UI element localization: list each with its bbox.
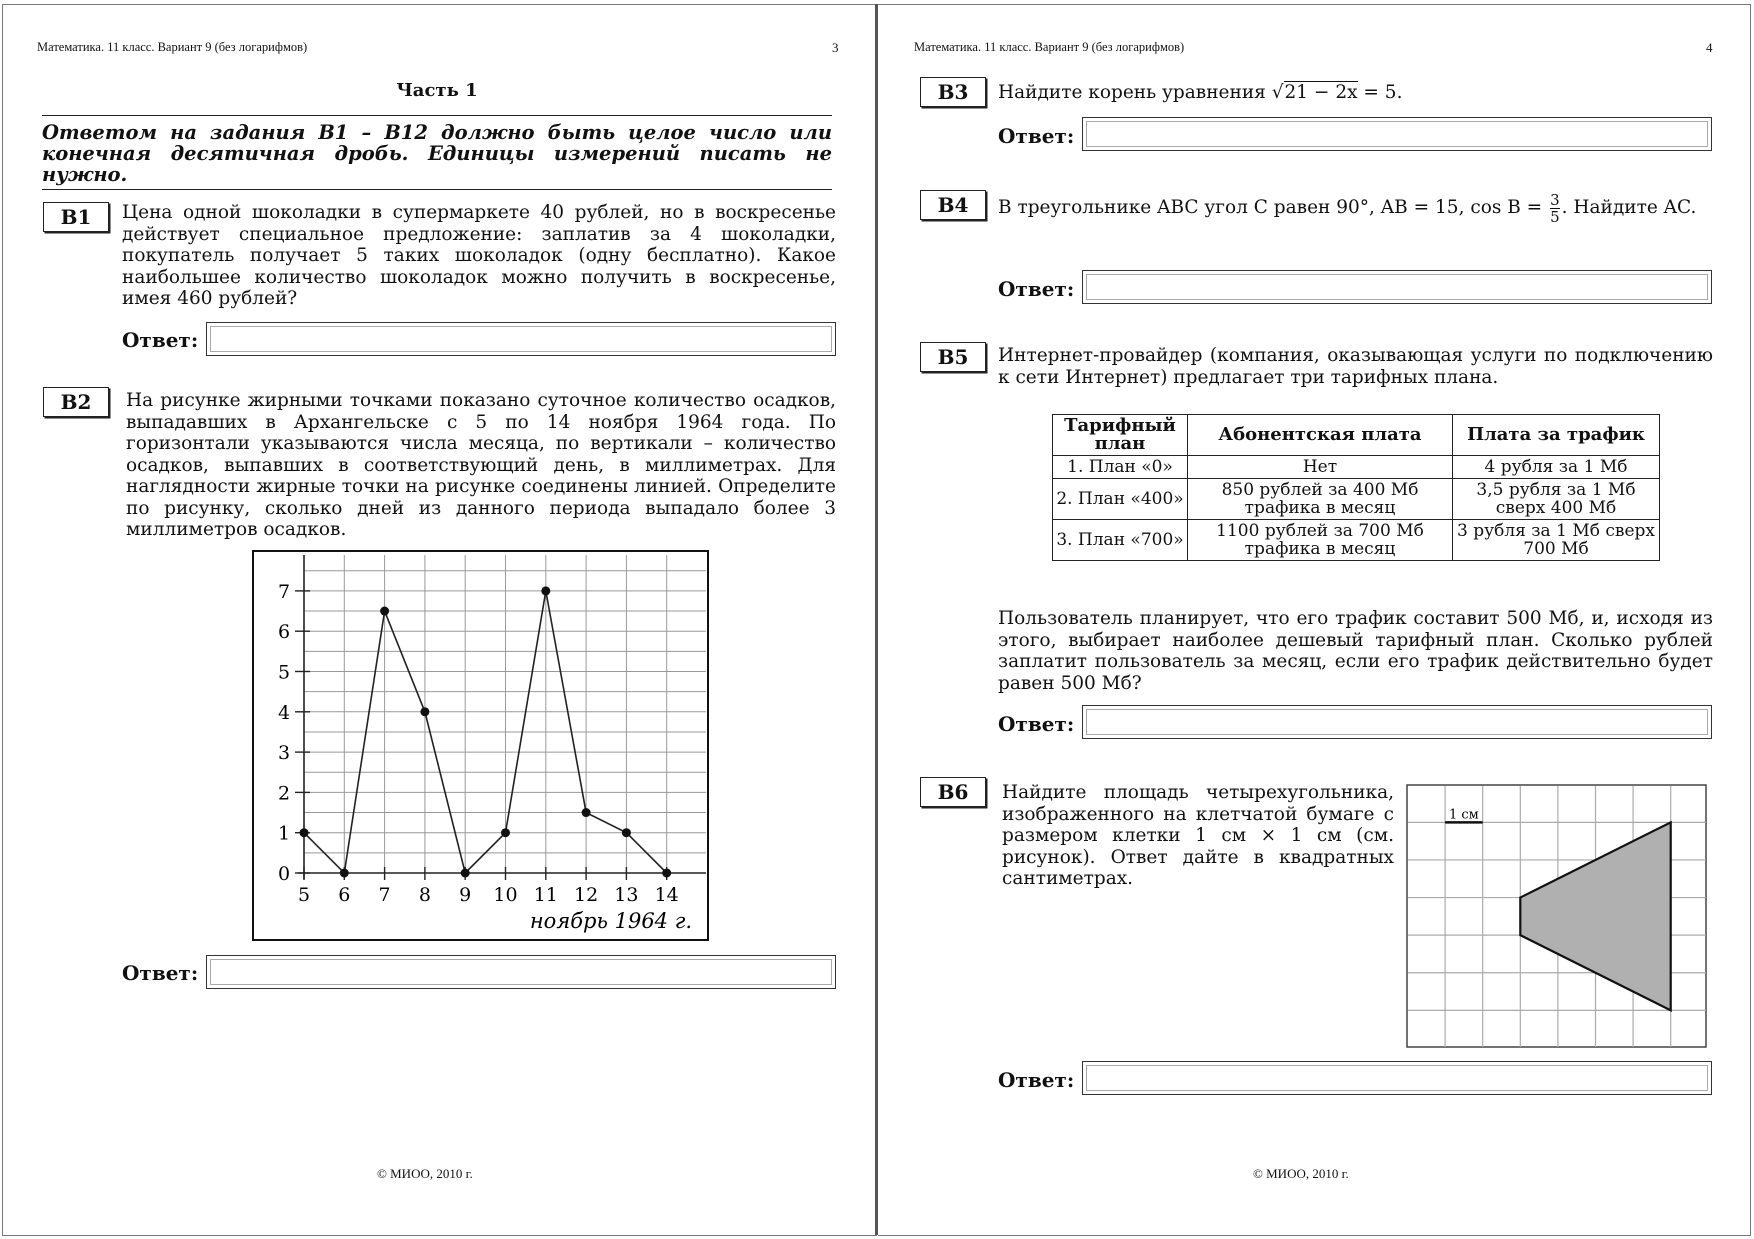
table-cell: Нет [1188,456,1453,479]
question-text-b2: На рисунке жирными точками показано суточное количество осадков, выпадавших в Архангельске с 5 по 14 ноября 1964 года. По горизонтали указываются числа месяца, по вертикали – количество осадков, выпавших в соответствующий день, в миллиметрах. Для наглядности жирные точки на рисунке соединены линией. Определите по рисунку, сколько дней из данного периода выпадало более 3 миллиметров осадков. [126,390,836,540]
table-row [1053,479,1660,520]
data-point [300,828,309,837]
b4-frac-den: 5 [1550,207,1560,226]
table-cell: 850 рублей за 400 Мб трафика в месяц [1188,479,1453,520]
y-tick-label: 4 [277,701,291,724]
table-cell: 3 рубля за 1 Мб сверх 700 Мб [1453,520,1660,561]
data-point [622,828,631,837]
table-row [1053,456,1660,479]
table-header: Тарифный план [1053,415,1188,456]
b4-text-after: . Найдите AC. [1561,197,1697,218]
footer-right: © МИОО, 2010 г. [1253,1166,1349,1181]
chart-frame [253,551,708,940]
running-head-right: Математика. 11 класс. Вариант 9 (без логарифмов) [914,40,1185,54]
answer-label-b1: Ответ: [122,328,199,352]
b4-frac-num: 3 [1550,190,1560,209]
table-row [1053,520,1660,561]
table-cell: 3. План «700» [1053,520,1188,561]
y-tick-label: 3 [277,742,291,765]
answer-field-b5[interactable] [1082,705,1712,739]
table-cell: 4 рубля за 1 Мб [1453,456,1660,479]
answer-label-b5: Ответ: [998,712,1075,736]
b3-text-before: Найдите корень уравнения [998,82,1272,103]
x-axis-label: ноябрь 1964 г. [529,909,692,933]
data-point [541,586,550,595]
y-tick-label: 0 [277,863,291,885]
table-cell: 1100 рублей за 700 Мб трафика в месяц [1188,520,1453,561]
data-point [461,869,470,878]
x-tick-label: 13 [614,884,639,906]
question-label-b5: B5 [920,342,986,372]
question-text-b5: Пользователь планирует, что его трафик составит 500 Мб, и, исходя из этого, выбирает наиболее дешевый тарифный план. Сколько рублей заплатит пользователь за месяц, если его трафик действительно будет равен 500 Мб? [998,608,1713,694]
b4-fraction [1550,192,1560,225]
part-title: Часть 1 [396,80,478,101]
question-text-b4 [998,190,1713,226]
data-point [340,869,349,878]
precipitation-chart [252,550,710,942]
question-intro-b5: Интернет-провайдер (компания, оказывающая услуги по подключению к сети Интернет) предлагает три тарифных плана. [998,345,1713,388]
x-tick-label: 9 [459,884,472,906]
table-header-row [1053,415,1660,456]
b3-text-after: = 5. [1357,82,1403,103]
running-head-left: Математика. 11 класс. Вариант 9 (без логарифмов) [37,40,308,54]
y-tick-label: 1 [277,822,291,845]
data-point [420,707,429,716]
data-point [582,808,591,817]
table-header: Абонентская плата [1188,415,1453,456]
answer-field-b4[interactable] [1082,270,1712,304]
question-text-b3: Найдите корень уравнения √21 − 2x = 5. [998,82,1403,103]
x-tick-label: 12 [574,884,599,906]
y-tick-label: 2 [277,782,291,805]
page-number-left: 3 [832,40,839,55]
x-tick-label: 10 [493,884,518,906]
tariff-table [1052,414,1660,561]
x-tick-label: 6 [338,884,351,906]
table-cell: 2. План «400» [1053,479,1188,520]
answer-label-b3: Ответ: [998,124,1075,148]
data-point [501,828,510,837]
table-cell: 1. План «0» [1053,456,1188,479]
data-point [380,607,389,616]
quadrilateral-figure [1406,784,1708,1049]
question-text-b6: Найдите площадь четырехугольника, изображенного на клетчатой бумаге с размером клетки 1 см × 1 см (см. рисунок). Ответ дайте в квадратных сантиметрах. [1002,782,1394,889]
question-label-b4: B4 [920,190,986,220]
b3-radicand: 21 − 2x [1284,82,1358,103]
answer-field-b1[interactable] [206,322,836,356]
page-number-right: 4 [1706,40,1713,55]
answer-label-b6: Ответ: [998,1068,1075,1092]
answer-field-b3[interactable] [1082,117,1712,151]
y-tick-label: 6 [277,621,291,644]
x-tick-label: 11 [533,884,558,906]
x-tick-label: 8 [418,884,431,906]
scale-label: 1 см [1449,807,1479,823]
answer-field-b6[interactable] [1082,1061,1712,1095]
answer-label-b4: Ответ: [998,277,1075,301]
data-point [662,869,671,878]
x-tick-label: 14 [654,884,679,906]
table-cell: 3,5 рубля за 1 Мб сверх 400 Мб [1453,479,1660,520]
question-label-b2: B2 [43,387,109,417]
question-label-b1: B1 [43,202,109,232]
x-tick-label: 7 [378,884,391,906]
question-label-b6: B6 [920,777,986,807]
answer-label-b2: Ответ: [122,961,199,985]
y-tick-label: 7 [277,580,291,603]
question-text-b1: Цена одной шоколадки в супермаркете 40 рублей, но в воскресенье действует специальное предложение: заплатив за 4 шоколадки, покупатель получает 5 таких шоколадок (одну бесплатно). Какое наибольшее количество шоколадок можно получить в воскресенье, имея 460 рублей? [122,202,836,309]
footer-left: © МИОО, 2010 г. [377,1166,473,1181]
b4-text-before: В треугольнике ABC угол C равен 90°, AB = 15, cos B = [998,197,1549,218]
instructions: Ответом на задания B1 – B12 должно быть целое число или конечная десятичная дробь. Единицы измерений писать не нужно. [42,115,832,190]
x-tick-label: 5 [297,884,311,906]
answer-field-b2[interactable] [206,955,836,989]
table-header: Плата за трафик [1453,415,1660,456]
y-tick-label: 5 [277,661,291,684]
question-label-b3: B3 [920,77,986,107]
